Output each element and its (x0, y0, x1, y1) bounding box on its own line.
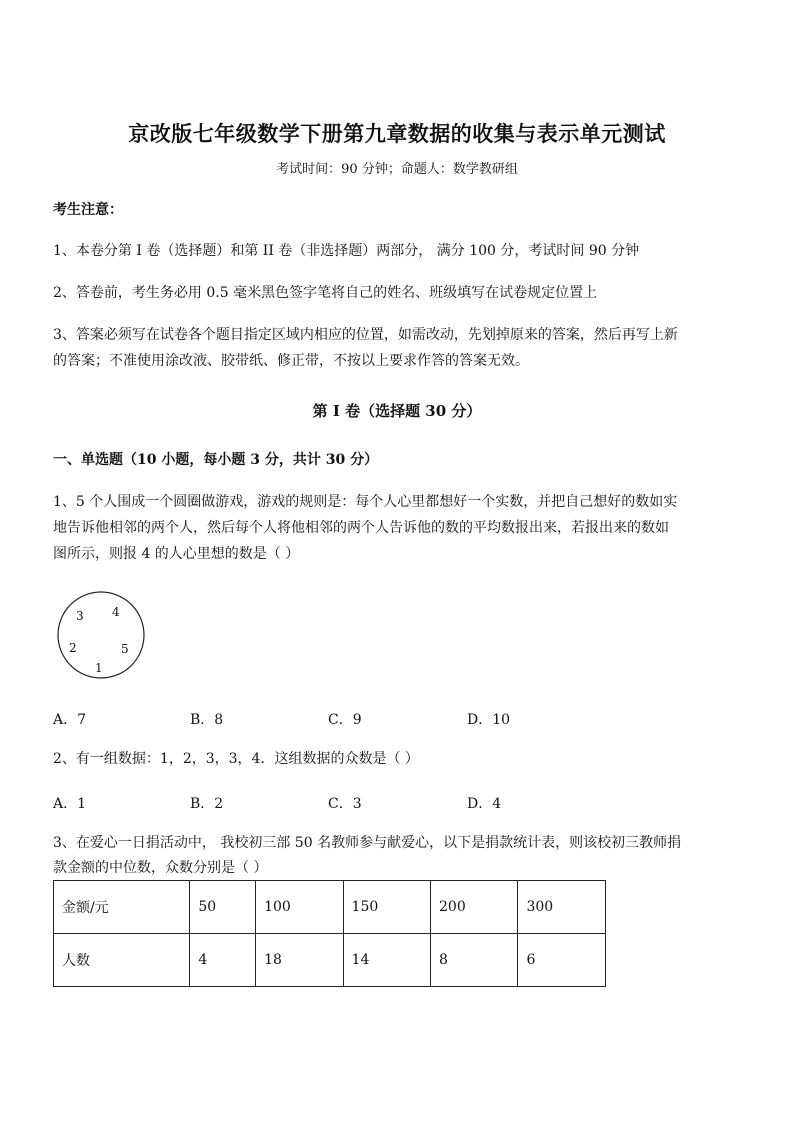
table-cell: 6 (518, 934, 606, 987)
section-title: 第 I 卷（选择题 30 分） (312, 402, 482, 420)
question-3-line: 3、在爱心一日捐活动中， 我校初三部 50 名教师参与献爱心，以下是捐款统计表，则该校初三教师捐 (53, 835, 682, 851)
question-2-option-a[interactable]: A．1 (53, 796, 87, 812)
notice-item: 2、答卷前，考生务必用 0.5 毫米黑色签字笔将自己的姓名、班级填写在试卷规定位置上 (53, 285, 598, 301)
table-cell: 金额/元 (54, 881, 190, 934)
circle-figure (56, 590, 146, 680)
question-2-line: 2、有一组数据：1，2，3，3，4．这组数据的众数是（ ） (53, 751, 419, 767)
table-cell: 50 (190, 881, 256, 934)
table-row (54, 934, 606, 987)
question-1-option-c[interactable]: C．9 (328, 712, 362, 728)
notice-item: 的答案；不准使用涂改液、胶带纸、修正带，不按以上要求作答的答案无效。 (53, 353, 529, 369)
question-1-line: 地告诉他相邻的两个人，然后每个人将他相邻的两个人告诉他的数的平均数报出来，若报出来的数如 (53, 520, 669, 536)
notice-item: 3、答案必须写在试卷各个题目指定区域内相应的位置，如需改动，先划掉原来的答案，然后再写上新 (53, 327, 678, 343)
figure-number: 5 (121, 642, 129, 656)
question-2-option-c[interactable]: C．3 (328, 796, 362, 812)
figure-number: 4 (112, 605, 120, 619)
table-cell: 4 (190, 934, 256, 987)
notice-item: 1、本卷分第 I 卷（选择题）和第 II 卷（非选择题）两部分， 满分 100 分，考试时间 90 分钟 (53, 243, 640, 259)
table-cell: 150 (343, 881, 430, 934)
figure-number: 2 (69, 641, 77, 655)
exam-title: 京改版七年级数学下册第九章数据的收集与表示单元测试 (128, 121, 666, 146)
table-cell: 300 (518, 881, 606, 934)
question-1-line: 图所示，则报 4 的人心里想的数是（ ） (53, 546, 300, 562)
question-1-line: 1、5 个人围成一个圆圈做游戏，游戏的规则是：每个人心里都想好一个实数，并把自己想好的数如实 (53, 494, 678, 510)
question-1-option-a[interactable]: A．7 (53, 712, 87, 728)
table-cell: 100 (256, 881, 343, 934)
part-heading: 一、单选题（10 小题，每小题 3 分，共计 30 分） (53, 452, 379, 468)
table-cell: 200 (431, 881, 518, 934)
question-1-option-b[interactable]: B．8 (190, 712, 224, 728)
table-cell: 14 (343, 934, 430, 987)
notice-heading: 考生注意： (53, 202, 123, 218)
question-1-option-d[interactable]: D．10 (467, 712, 511, 728)
table-cell: 人数 (54, 934, 190, 987)
table-cell: 18 (256, 934, 343, 987)
figure-number: 1 (95, 661, 103, 675)
question-3-line: 款金额的中位数，众数分别是（ ） (53, 860, 268, 876)
donation-table (53, 880, 606, 987)
question-2-option-d[interactable]: D．4 (467, 796, 502, 812)
table-cell: 8 (431, 934, 518, 987)
table-row (54, 881, 606, 934)
figure-number: 3 (76, 609, 84, 623)
question-2-option-b[interactable]: B．2 (190, 796, 224, 812)
exam-subtitle: 考试时间：90 分钟；命题人：数学教研组 (276, 162, 518, 177)
